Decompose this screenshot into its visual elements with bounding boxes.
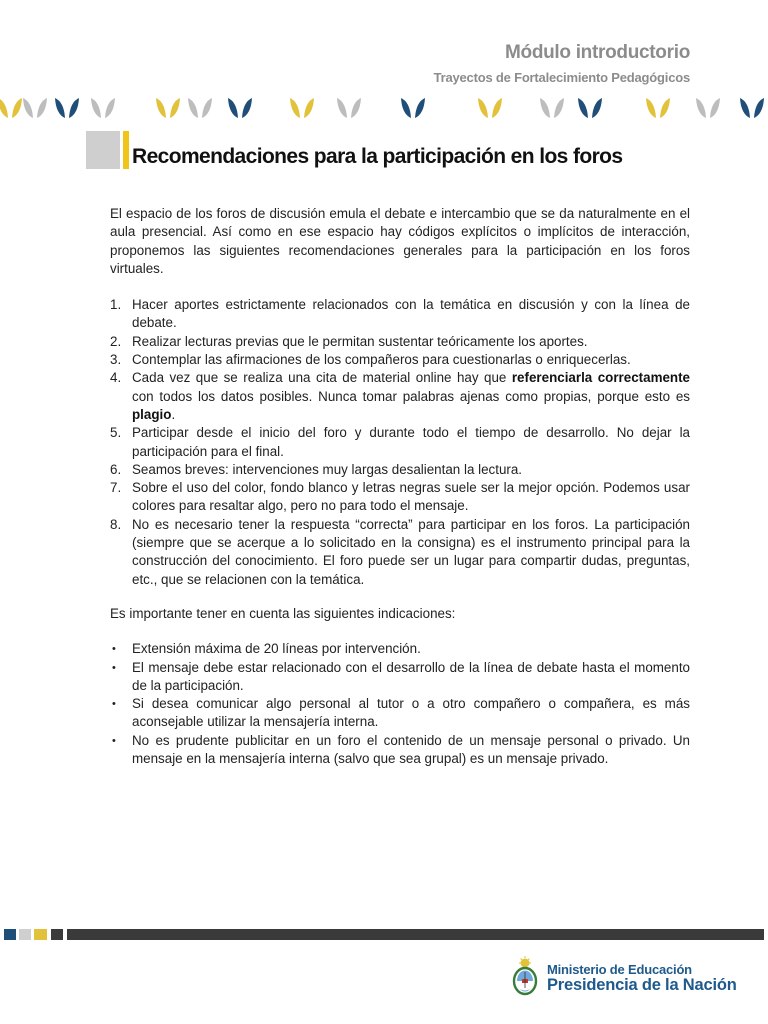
leaf-icon [351, 98, 361, 118]
module-title: Módulo introductorio [504, 42, 690, 63]
leaf-icon [242, 98, 252, 118]
emphasis-plagio: plagio [132, 406, 172, 422]
leaf-icon [592, 98, 602, 118]
leaf-icon [415, 98, 425, 118]
page-header [434, 42, 690, 85]
list-item: 2. Realizar lecturas previas que le permitan sustentar teóricamente los aportes. [110, 333, 588, 349]
leaf-icon [23, 98, 33, 118]
footer-block-navy [4, 929, 16, 940]
leaf-icon [646, 98, 656, 118]
bullet-icon: • [112, 643, 116, 656]
list-item: 8. No es necesario tener la respuesta “correcta” para participar en los foros. La participación (siempre que se acerque a lo solicitado en la consigna) es el instrumento principal para la construcción del conocimiento. El foro puede ser un lugar para compartir dudas, preguntas, etc., que se relacionen con la temática. [110, 516, 690, 587]
bullet-icon: • [112, 734, 116, 747]
main-content [110, 205, 690, 768]
footer-block-dark [51, 929, 63, 940]
leaf-icon [55, 98, 65, 118]
leaf-icon [740, 98, 750, 118]
indications-list [110, 640, 690, 768]
list-item: • Extensión máxima de 20 líneas por intervención. [110, 640, 690, 658]
leaf-icon [0, 98, 8, 118]
leaf-icon [12, 98, 22, 118]
ministry-name: Ministerio de Educación [547, 962, 692, 977]
leaf-icon [492, 98, 502, 118]
footer-long-bar [67, 929, 764, 940]
leaf-icon [156, 98, 166, 118]
page-title: Recomendaciones para la participación en los foros [132, 145, 623, 168]
argentina-coat-of-arms-icon [510, 956, 540, 998]
leaf-icon [304, 98, 314, 118]
decorative-leaf-banner [0, 92, 768, 122]
recommendations-list [110, 296, 690, 589]
list-item: 1. Hacer aportes estrictamente relacionados con la temática en discusión y con la línea de debate. [110, 297, 690, 331]
presidency-name: Presidencia de la Nación [547, 976, 737, 994]
leaf-icon [337, 98, 347, 118]
leaf-icon [696, 98, 706, 118]
leaf-icon [578, 98, 588, 118]
leaf-icon [478, 98, 488, 118]
list-item: 7. Sobre el uso del color, fondo blanco y letras negras suele ser la mejor opción. Podemos usar colores para resaltar algo, pero no para todo el mensaje. [110, 480, 690, 514]
intro-paragraph: El espacio de los foros de discusión emula el debate e intercambio que se da naturalmente en el aula presencial. Así como en ese espacio hay códigos explícitos o implícitos de interacción, proponemos las siguientes recomendaciones generales para la participación en los foros virtuales. [110, 206, 690, 276]
leaf-icon [540, 98, 550, 118]
module-subtitle: Trayectos de Fortalecimiento Pedagógicos [433, 70, 690, 85]
bullet-icon: • [112, 661, 116, 674]
footer-block-gray [19, 929, 31, 940]
list-item: • Si desea comunicar algo personal al tutor o a otro compañero o compañera, es más aconsejable utilizar la mensajería interna. [112, 696, 690, 730]
list-item: • El mensaje debe estar relacionado con el desarrollo de la línea de debate hasta el momento de la participación. [112, 659, 690, 693]
list-item: 4. Cada vez que se realiza una cita de material online hay que referenciarla correctamente con todos los datos posibles. Nunca tomar palabras ajenas como propias, porque esto es plagio. [110, 370, 691, 422]
leaf-icon [188, 98, 198, 118]
leaf-icon [554, 98, 564, 118]
ministry-logo [510, 956, 750, 1000]
leaf-icon [401, 98, 411, 118]
title-gray-square [86, 131, 120, 169]
bullet-icon: • [112, 698, 116, 711]
logo-text [547, 962, 737, 995]
list-item: 5. Participar desde el inicio del foro y durante todo el tiempo de desarrollo. No dejar la participación para el final. [110, 425, 690, 459]
leaf-icon [290, 98, 300, 118]
leaf-icon [105, 98, 115, 118]
leaf-icon [170, 98, 180, 118]
leaf-icon [660, 98, 670, 118]
footer-color-bar [0, 929, 768, 941]
list-item: 3. Contemplar las afirmaciones de los compañeros para cuestionarlas o enriquecerlas. [110, 352, 631, 368]
leaf-icon [754, 98, 764, 118]
list-item: 6. Seamos breves: intervenciones muy largas desalientan la lectura. [110, 461, 523, 477]
emphasis-referenciarla: referenciarla correctamente [511, 370, 691, 386]
leaf-icon [710, 98, 720, 118]
leaf-icon [228, 98, 238, 118]
indications-heading: Es importante tener en cuenta las siguientes indicaciones: [110, 605, 456, 621]
list-item: • No es prudente publicitar en un foro el contenido de un mensaje personal o privado. Un mensaje en la mensajería interna (salvo que sea grupal) es un mensaje privado. [112, 732, 690, 767]
footer-block-yellow [34, 929, 47, 940]
title-yellow-bar [123, 131, 129, 169]
leaf-icon [91, 98, 101, 118]
leaf-icon [69, 98, 79, 118]
leaf-icon [37, 98, 47, 118]
leaf-icon [202, 98, 212, 118]
